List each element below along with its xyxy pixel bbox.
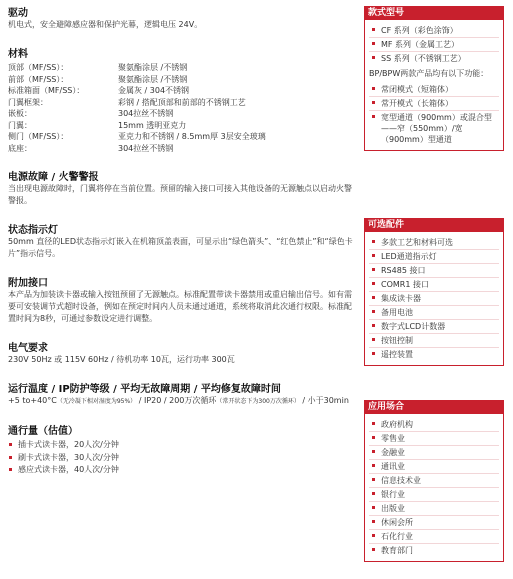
features-list [369, 83, 499, 146]
section-text: 本产品为加装读卡器或输入按钮预留了无源触点。标准配置带读卡器禁用或重启输出信号。如有需要可安装调节式超时设备，例如在预定时间内人员未通过通道，系统将取消此次通行权限。标准配置时间为8秒，可通过参数设定进行调整。 [8, 290, 352, 323]
material-label: 前部（MF/SS）： [8, 74, 69, 84]
models-list [369, 24, 499, 65]
panel-text: BP/BPW两款产品均有以下功能： [369, 69, 489, 78]
section-title: 材料 [8, 49, 28, 60]
section-electrical [8, 339, 353, 366]
list-item: 石化行业 [369, 530, 499, 544]
material-label: 侧门（MF/SS）： [8, 132, 69, 141]
repair-time: / 小于30min [299, 396, 349, 405]
materials-table [8, 62, 353, 154]
panel-title: 可选配件 [364, 218, 504, 232]
section-text: 当出现电源故障时，门翼将停在当前位置。预留的输入接口可接入其他设备的无源触点以启动火警警报。 [8, 184, 352, 205]
section-power-failure [8, 168, 353, 207]
spec-left-column [8, 0, 353, 477]
list-item: 多款工艺和材料可选 [369, 236, 499, 250]
material-value: 304拉丝不锈钢 [118, 143, 174, 153]
list-item: 常开模式（长箱体） [369, 97, 499, 111]
section-text: 50mm 直径的LED状态指示灯嵌入在机箱顶盖表面，可显示出“绿色箭头”、“红色禁止”和“绿色卡片”指示信号。 [8, 237, 353, 258]
section-status-light [8, 221, 353, 260]
section-materials [8, 45, 353, 154]
cycles-note: （常开状态下为300万次循环） [216, 398, 300, 405]
options-list [369, 236, 499, 361]
material-value: 金属灰 / 304不锈钢 [118, 86, 190, 95]
material-label: 顶部（MF/SS）： [8, 63, 69, 72]
list-item: 信息技术业 [369, 474, 499, 488]
material-label: 标准箱面（MF/SS）： [8, 86, 85, 95]
list-item: 遥控装置 [369, 348, 499, 361]
material-label: 底座： [8, 143, 32, 153]
list-item: 金融业 [369, 446, 499, 460]
material-value: 15mm 透明亚克力 [118, 120, 187, 130]
material-value: 聚氨酯涂层 /不锈钢 [118, 74, 188, 84]
list-item: 宽型通道（900mm）或混合型——窄（550mm）/宽（900mm）型通道 [369, 111, 499, 146]
list-item: CF 系列（彩色涂饰） [369, 24, 499, 38]
section-title: 运行温度 / IP防护等级 / 平均无故障周期 / 平均修复故障时间 [8, 384, 281, 395]
panel-applications [364, 400, 504, 562]
list-item: COMR1 接口 [369, 278, 499, 292]
list-item: MF 系列（金属工艺） [369, 38, 499, 52]
list-item: 零售业 [369, 432, 499, 446]
section-operating [8, 380, 353, 408]
list-item: 备用电池 [369, 306, 499, 320]
list-item: 休闲会所 [369, 516, 499, 530]
panel-body [364, 232, 504, 366]
material-value: 聚氨酯涂层 /不锈钢 [118, 63, 188, 72]
panel-title: 款式型号 [364, 6, 504, 20]
applications-list [369, 418, 499, 557]
section-title: 电源故障 / 火警警报 [8, 172, 99, 183]
list-item: 常闭模式（短箱体） [369, 83, 499, 97]
section-title: 驱动 [8, 8, 28, 19]
throughput-list [8, 439, 353, 477]
list-item: 教育部门 [369, 544, 499, 557]
material-value: 304拉丝不锈钢 [118, 109, 174, 118]
panel-models [364, 6, 504, 151]
list-item: 按钮控制 [369, 334, 499, 348]
section-title: 附加接口 [8, 278, 48, 289]
list-item: 数字式LCD计数器 [369, 320, 499, 334]
section-extra-interface [8, 274, 353, 325]
material-label: 门翼框架： [8, 97, 48, 107]
list-item: 出版业 [369, 502, 499, 516]
list-item: RS485 接口 [369, 264, 499, 278]
section-text [8, 395, 353, 408]
list-item: 通讯业 [369, 460, 499, 474]
material-value: 亚克力和不锈钢 / 8.5mm厚 3层安全玻璃 [118, 132, 266, 141]
section-title: 通行量（估值） [8, 426, 78, 437]
list-item: LED通道指示灯 [369, 250, 499, 264]
panel-body [364, 20, 504, 151]
material-label: 门翼： [8, 120, 32, 130]
section-title: 电气要求 [8, 343, 48, 354]
panel-options [364, 218, 504, 366]
list-item: SS 系列（不锈钢工艺） [369, 52, 499, 65]
temp-range: +5 to+40°C [8, 396, 57, 405]
humidity-note: （无冷凝下相对湿度为95%） [56, 398, 137, 405]
list-item: 政府机构 [369, 418, 499, 432]
panel-body [364, 414, 504, 562]
material-label: 嵌板： [8, 109, 32, 118]
section-throughput [8, 422, 353, 477]
list-item: 集成读卡器 [369, 292, 499, 306]
panel-title: 应用场合 [364, 400, 504, 414]
list-item: 感应式读卡器，40人次/分钟 [8, 464, 353, 477]
list-item: 银行业 [369, 488, 499, 502]
list-item: 刷卡式读卡器，30人次/分钟 [8, 452, 353, 465]
section-drive [8, 4, 353, 31]
list-item: 插卡式读卡器，20人次/分钟 [8, 439, 353, 452]
ip-cycles: / IP20 / 200万次循环 [136, 396, 217, 405]
section-text: 机电式，安全避障感应器和保护光幕，逻辑电压 24V。 [8, 20, 203, 29]
section-title: 状态指示灯 [8, 225, 58, 236]
section-text: 230V 50Hz 或 115V 60Hz / 待机功率 10瓦，运行功率 300瓦 [8, 355, 235, 364]
material-value: 彩钢 / 搭配顶部和前部的不锈钢工艺 [118, 97, 246, 107]
